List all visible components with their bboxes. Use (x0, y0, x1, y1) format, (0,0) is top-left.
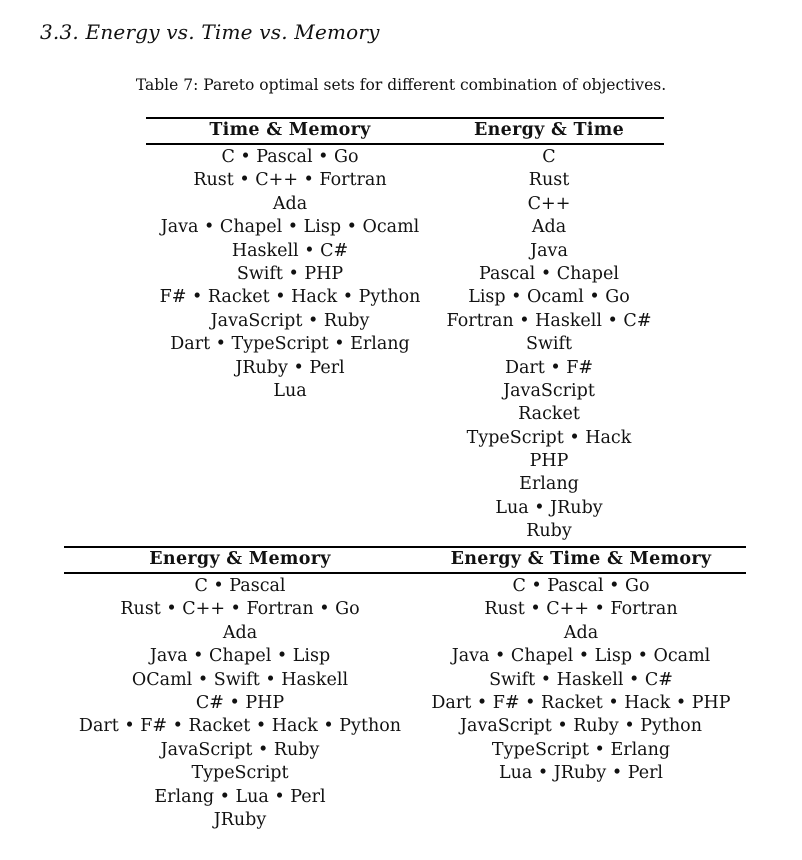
table-cell: PHP (529, 451, 569, 472)
bottom-table-header-left: Energy & Memory (149, 549, 331, 569)
table-cell: Erlang (519, 474, 579, 495)
table-cell: C++ (527, 193, 571, 214)
table-cell: Java • Chapel • Lisp • Ocaml (451, 646, 711, 667)
bottom-table-header-rule (64, 572, 746, 574)
section-heading: 3.3. Energy vs. Time vs. Memory (40, 20, 380, 44)
top-table-header-rule (146, 143, 664, 145)
table-cell: Java • Chapel • Lisp (149, 646, 331, 667)
table-cell: OCaml • Swift • Haskell (131, 669, 349, 690)
table-cell: C# • PHP (195, 692, 285, 713)
bottom-table-right-column (416, 575, 746, 786)
table-cell: Lua (273, 380, 307, 401)
table-cell: Ada (563, 622, 599, 643)
top-table-header-right: Energy & Time (473, 120, 625, 140)
table-cell: Pascal • Chapel (479, 263, 619, 284)
table-cell: C • Pascal • Go (221, 147, 359, 167)
table-cell: Rust • C++ • Fortran (193, 170, 387, 191)
table-cell: JavaScript (503, 380, 595, 401)
table-cell: Dart • F# (504, 357, 594, 378)
table-cell: Dart • F# • Racket • Hack • PHP (431, 692, 731, 713)
bottom-table-header-right: Energy & Time & Memory (450, 549, 712, 569)
table-cell: JRuby • Perl (235, 357, 345, 378)
table-cell: TypeScript (191, 763, 289, 784)
top-table-left-column (146, 146, 434, 403)
table-cell: Ada (272, 193, 308, 214)
table-cell: Racket (518, 404, 580, 425)
table-cell: Swift • PHP (236, 263, 344, 284)
table-cell: C • Pascal (194, 576, 286, 596)
table-cell: Erlang • Lua • Perl (154, 786, 326, 807)
top-table-right-column (434, 146, 664, 544)
table-cell: Swift • Haskell • C# (489, 669, 673, 690)
table-cell: Ada (222, 622, 258, 643)
table-cell: TypeScript • Hack (466, 427, 632, 448)
table-cell: Swift (525, 334, 573, 355)
table-cell: Dart • TypeScript • Erlang (170, 334, 410, 355)
table-cell: Ruby (526, 521, 572, 542)
table-cell: Dart • F# • Racket • Hack • Python (78, 716, 402, 737)
table-cell: Fortran • Haskell • C# (446, 310, 652, 331)
table-cell: Rust (528, 170, 570, 191)
table-cell: Java • Chapel • Lisp • Ocaml (160, 217, 420, 238)
table-cell: Rust • C++ • Fortran (484, 599, 678, 620)
top-table-header-left: Time & Memory (209, 120, 371, 140)
table-cell: Rust • C++ • Fortran • Go (120, 599, 360, 620)
table-cell: Haskell • C# (231, 240, 349, 261)
table-cell: JavaScript • Ruby (160, 739, 320, 760)
bottom-table-left-column (64, 575, 416, 832)
table-cell: JavaScript • Ruby (210, 310, 370, 331)
table-cell: JRuby (213, 809, 267, 830)
table-cell: Ada (531, 217, 567, 238)
table-cell: Lua • JRuby (495, 497, 603, 518)
table-cell: C (542, 147, 556, 167)
table-cell: TypeScript • Erlang (491, 739, 671, 760)
table-cell: Lisp • Ocaml • Go (468, 287, 630, 308)
table-cell: C • Pascal • Go (512, 576, 650, 596)
table-cell: Java (530, 240, 568, 261)
table-caption: Table 7: Pareto optimal sets for different combination of objectives. (135, 76, 667, 94)
table-cell: Lua • JRuby • Perl (498, 763, 664, 784)
table-cell: JavaScript • Ruby • Python (460, 716, 702, 737)
table-cell: F# • Racket • Hack • Python (159, 287, 421, 308)
